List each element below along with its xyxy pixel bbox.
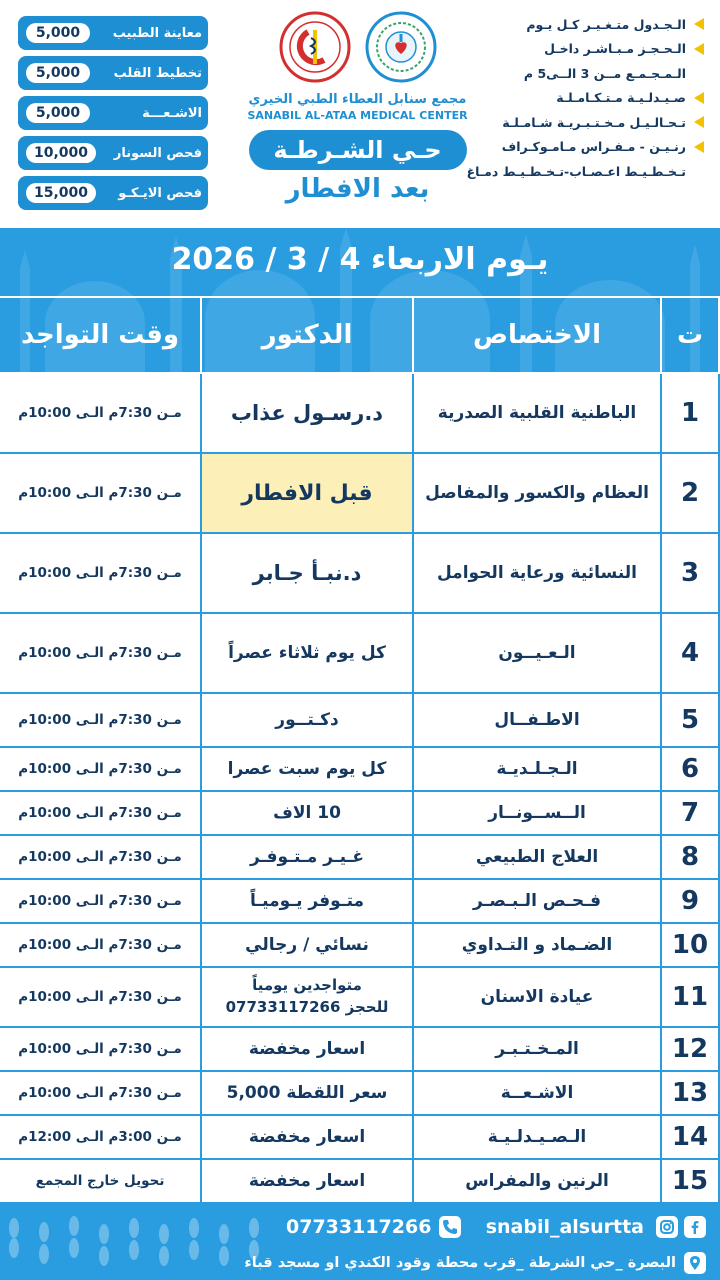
row-time: مـن 7:30م الـى 10:00م [0,534,202,614]
row-time: مـن 7:30م الـى 10:00م [0,454,202,534]
table-row [0,924,720,968]
row-num: 3 [662,534,720,614]
row-specialty: المـخـتـبـر [414,1028,662,1072]
row-time: مـن 7:30م الـى 10:00م [0,614,202,694]
price-label: معاينة الطبيب [112,25,202,41]
row-doctor: دكـتــور [202,694,414,748]
price-value: 15,000 [26,183,96,203]
row-num: 13 [662,1072,720,1116]
row-doctor: قبل الافطار [241,480,373,506]
feature-text: الـجـدول متـغـيـر كـل يـوم [526,16,686,32]
row-specialty: العلاج الطبيعي [414,836,662,880]
facebook-icon[interactable] [684,1216,706,1238]
table-row [0,694,720,748]
row-specialty: الـعـيــون [414,614,662,694]
table-row [0,748,720,792]
price-item [18,56,208,90]
center-seal-icon [364,10,438,84]
row-specialty: الـصـيـدلـيـة [414,1116,662,1160]
row-time: مـن 7:30م الـى 10:00م [0,792,202,836]
row-time: مـن 7:30م الـى 10:00م [0,924,202,968]
row-num: 2 [662,454,720,534]
table-row [0,792,720,836]
footer [0,1208,720,1280]
feature-text: تـخـطـيـط اعـصـاب-تـخـطـيـط دمـاغ [466,163,686,179]
feature-item [494,37,704,62]
logos [230,10,485,88]
row-num: 8 [662,836,720,880]
center-name-english: SANABIL AL-ATAA MEDICAL CENTER [247,109,468,122]
feature-text: الـمـجـمـع مــن 3 الــى5 م [523,65,686,81]
row-specialty: الـجـلـديـة [414,748,662,792]
social-handle[interactable]: snabil_alsurtta [485,1216,644,1238]
doctor-line: متواجدين يومياً [252,976,362,995]
feature-text: الـحـجـز مـبـاشـر داخـل [544,41,686,57]
price-item [18,16,208,50]
phone-number[interactable]: 07733117266 [286,1216,432,1238]
header-num: ت [662,296,720,374]
row-num: 7 [662,792,720,836]
table-header [0,296,720,374]
date-title: يـوم الاربعاء 4 / 3 / 2026 [171,242,549,277]
table-row [0,968,720,1028]
schedule-table [0,296,720,1204]
row-num: 11 [662,968,720,1028]
feature-item [494,110,704,135]
table-row [0,1072,720,1116]
bullet-icon [694,141,704,153]
instagram-icon[interactable] [656,1216,678,1238]
row-doctor [202,968,414,1028]
feature-item [494,61,704,86]
row-doctor: كل يوم ثلاثاء عصراً [202,614,414,694]
schedule-section [0,228,720,1280]
row-time: مـن 7:30م الـى 10:00م [0,694,202,748]
price-item [18,176,208,210]
header-specialty: الاختصاص [414,296,662,374]
row-specialty: الباطنية القلبية الصدرية [414,374,662,454]
row-time: مـن 7:30م الـى 10:00م [0,968,202,1028]
bullet-icon [694,18,704,30]
row-doctor: اسعار مخفضة [202,1116,414,1160]
row-time: مـن 7:30م الـى 10:00م [0,880,202,924]
row-num: 12 [662,1028,720,1072]
price-item [18,96,208,130]
area-badge: حـي الشـرطـة [249,130,467,170]
price-value: 5,000 [26,63,90,83]
row-num: 14 [662,1116,720,1160]
feature-item [494,12,704,37]
price-value: 5,000 [26,103,90,123]
bullet-icon [694,43,704,55]
row-doctor: غـيـر مـتـوفـر [202,836,414,880]
row-num: 10 [662,924,720,968]
row-time: تحويل خارج المجمع [0,1160,202,1204]
center-branding [230,10,485,204]
location-pin-icon [684,1252,706,1274]
row-num: 9 [662,880,720,924]
row-time: مـن 3:00م الـى 12:00م [0,1116,202,1160]
table-row [0,880,720,924]
table-row [0,1160,720,1204]
price-value: 5,000 [26,23,90,43]
feature-item [466,159,704,184]
bullet-icon [694,116,704,128]
price-label: فحص الايـكـو [118,185,202,201]
row-num: 5 [662,694,720,748]
row-time: مـن 7:30م الـى 10:00م [0,1028,202,1072]
row-doctor-highlight [202,454,414,534]
row-specialty: النسائية ورعاية الحوامل [414,534,662,614]
price-value: 10,000 [26,143,96,163]
price-list [18,16,208,216]
row-specialty: الاطـفــال [414,694,662,748]
table-row [0,374,720,454]
row-specialty: الرنين والمفراس [414,1160,662,1204]
row-num: 4 [662,614,720,694]
row-doctor: متـوفر يـوميـاً [202,880,414,924]
row-num: 1 [662,374,720,454]
association-logo-icon [278,10,352,84]
booking-phone: للحجز 07733117266 [225,998,389,1016]
header [0,0,720,228]
header-doctor: الدكتور [202,296,414,374]
feature-text: رنـيـن - مـفـراس مـامـوكـراف [501,139,686,155]
center-name-arabic: مجمع سنابل العطاء الطبي الخيري [248,92,467,107]
price-item [18,136,208,170]
price-label: تخطيط القلب [113,65,202,81]
bullet-icon [694,92,704,104]
row-time: مـن 7:30م الـى 10:00م [0,748,202,792]
social-links [486,1216,706,1238]
row-doctor: نسائي / رجالي [202,924,414,968]
row-time: مـن 7:30م الـى 10:00م [0,1072,202,1116]
row-specialty: الــســونــار [414,792,662,836]
feature-item [494,135,704,160]
table-row [0,534,720,614]
table-row [0,454,720,534]
row-specialty: فـحـص الـبـصـر [414,880,662,924]
header-time: وقت التواجد [0,296,202,374]
row-num: 6 [662,748,720,792]
feature-text: صـيـدلـيـة مـتـكـامـلـة [556,90,686,106]
row-doctor: د.رسـول عذاب [202,374,414,454]
row-num: 15 [662,1160,720,1204]
row-specialty: الضـماد و التـداوي [414,924,662,968]
row-doctor: د.نبـأ جـابر [202,534,414,614]
row-doctor: اسعار مخفضة [202,1028,414,1072]
feature-text: تـحـالـيـل مـخـتـبـريـة شـامـلـة [502,114,686,130]
row-doctor: سعر اللقطة 5,000 [202,1072,414,1116]
row-time: مـن 7:30م الـى 10:00م [0,836,202,880]
table-row [0,1116,720,1160]
phone-contact[interactable] [286,1216,461,1238]
table-row [0,836,720,880]
after-iftar-title: بعد الافطار [285,174,430,204]
price-label: الاشـعـــة [142,105,202,121]
table-row [0,614,720,694]
row-specialty: العظام والكسور والمفاصل [414,454,662,534]
features-list [466,12,704,184]
address-line [244,1252,706,1274]
table-row [0,1028,720,1072]
row-specialty: عيادة الاسنان [414,968,662,1028]
row-doctor: 10 الاف [202,792,414,836]
feature-item [494,86,704,111]
row-doctor: كل يوم سبت عصرا [202,748,414,792]
row-doctor: اسعار مخفضة [202,1160,414,1204]
address-text: البصرة _حي الشرطة _قرب محطة وقود الكندي او مسجد قباء [244,1255,676,1271]
price-label: فحص السونار [113,145,202,161]
row-time: مـن 7:30م الـى 10:00م [0,374,202,454]
row-specialty: الاشـعــة [414,1072,662,1116]
phone-icon [439,1216,461,1238]
